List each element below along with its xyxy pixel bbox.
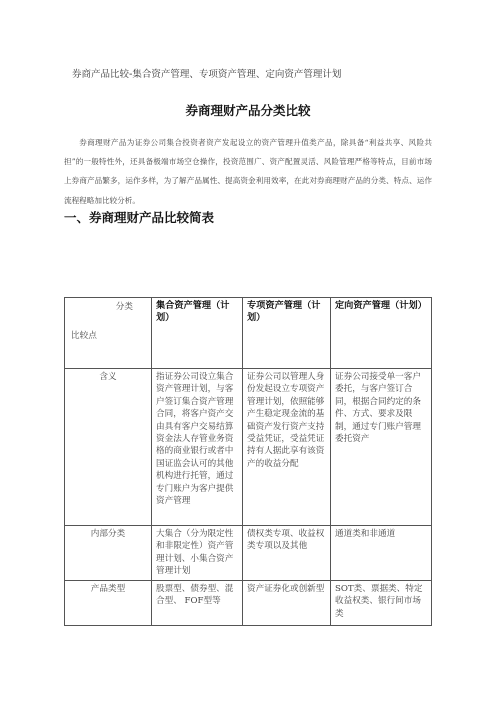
table-corner-cell <box>65 298 152 369</box>
document-title: 券商产品比较-集合资产管理、专项资产管理、定向资产管理计划 <box>72 69 342 80</box>
table-cell: 证券公司以管理人身份发起设立专项资产管理计划，依照能够产生稳定现金流的基础资产发行资产支持受益凭证，受益凭证持有人据此享有该资产的收益分配 <box>243 369 331 526</box>
table-cell: 大集合（分为限定性和非限定性）资产管理计划、小集合资产管理计划 <box>152 526 243 581</box>
heading-1: 一、券商理财产品比较简表 <box>64 210 215 225</box>
column-header: 集合资产管理（计划） <box>152 298 243 369</box>
corner-bottom-label: 比较点 <box>71 331 97 341</box>
table-row <box>65 526 432 581</box>
column-header: 定向资产管理（计划） <box>331 298 432 369</box>
column-header: 专项资产管理（计划） <box>243 298 331 369</box>
row-label: 内部分类 <box>65 526 152 581</box>
intro-paragraph: 券商理财产品为证券公司集合投资者资产发起设立的资产管理升值类产品，除具备“利益共享、风险共担”的一般特性外，还具备极端市场空仓操作，投资范围广、资产配置灵活、风险管理严格等特点，目前市场上券商产品繁多，运作多样，为了解产品属性、提高资金利用效率，在此对券商理财产品的分类、特点、运作流程程略加比较分析。 <box>64 138 432 205</box>
table-cell: 股票型、债券型、混合型、 FOF型等 <box>152 581 243 626</box>
table-cell: 证券公司接受单一客户委托，与客户签订合同，根据合同约定的条件、方式、要求及限制，通过专门账户管理委托资产 <box>331 369 432 526</box>
table-header-row <box>65 298 432 369</box>
table-cell: 债权类专项、收益权类专项以及其他 <box>243 526 331 581</box>
section-title: 券商理财产品分类比较 <box>185 103 311 118</box>
table-row <box>65 369 432 526</box>
comparison-table <box>64 297 432 626</box>
row-label: 含义 <box>65 369 152 526</box>
table-cell: SOT类、票据类、特定收益权类、银行间市场类 <box>331 581 432 626</box>
row-label: 产品类型 <box>65 581 152 626</box>
table-cell: 通道类和非通道 <box>331 526 432 581</box>
corner-top-label: 分类 <box>115 302 133 312</box>
table-row <box>65 581 432 626</box>
table-cell: 指证券公司设立集合资产管理计划，与客户签订集合资产管理合同，将客户资产交由具有客户交易结算资金法人存管业务资格的商业银行或者中国证监会认可的其他机构进行托管，通过专门账户为客户提供资产管理 <box>152 369 243 526</box>
table-cell: 资产证券化或创新型 <box>243 581 331 626</box>
